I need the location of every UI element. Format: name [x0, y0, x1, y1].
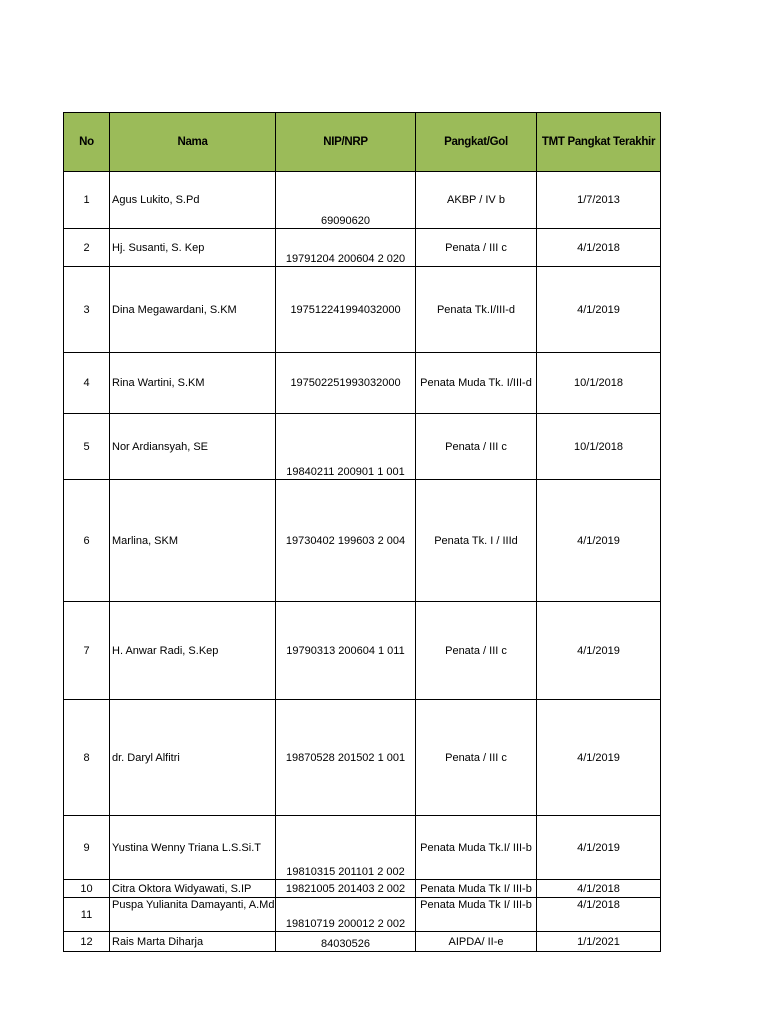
cell-pangkat: Penata Tk. I / IIId — [416, 480, 537, 602]
table-header-row — [64, 113, 661, 172]
cell-nama: Marlina, SKM — [110, 480, 276, 602]
header-nip: NIP/NRP — [276, 113, 416, 172]
cell-pangkat: Penata / III c — [416, 700, 537, 816]
cell-no: 5 — [64, 414, 110, 480]
table-row — [64, 602, 661, 700]
cell-pangkat: Penata Muda Tk I/ III-b — [416, 880, 537, 898]
cell-nama: Nor Ardiansyah, SE — [110, 414, 276, 480]
table-row — [64, 816, 661, 880]
cell-tmt: 1/1/2021 — [537, 932, 661, 952]
cell-no: 8 — [64, 700, 110, 816]
cell-nip: 197512241994032000 — [276, 267, 416, 353]
cell-pangkat: Penata Tk.I/III-d — [416, 267, 537, 353]
cell-nip: 84030526 — [276, 932, 416, 952]
cell-no: 2 — [64, 229, 110, 267]
table-row — [64, 353, 661, 414]
cell-no: 11 — [64, 898, 110, 932]
cell-nip: 19821005 201403 2 002 — [276, 880, 416, 898]
cell-nip: 19730402 199603 2 004 — [276, 480, 416, 602]
table-row — [64, 880, 661, 898]
cell-pangkat: Penata Muda Tk. I/III-d — [416, 353, 537, 414]
cell-nama: Yustina Wenny Triana L.S.Si.T — [110, 816, 276, 880]
cell-nama: dr. Daryl Alfitri — [110, 700, 276, 816]
cell-nip: 19791204 200604 2 020 — [276, 229, 416, 267]
cell-no: 3 — [64, 267, 110, 353]
cell-tmt: 4/1/2018 — [537, 229, 661, 267]
cell-nama: H. Anwar Radi, S.Kep — [110, 602, 276, 700]
cell-nama: Hj. Susanti, S. Kep — [110, 229, 276, 267]
table-row — [64, 480, 661, 602]
header-no: No — [64, 113, 110, 172]
cell-no: 12 — [64, 932, 110, 952]
cell-pangkat: AKBP / IV b — [416, 172, 537, 229]
table-row — [64, 414, 661, 480]
cell-pangkat: Penata Muda Tk I/ III-b — [416, 898, 537, 932]
staff-table — [63, 112, 661, 952]
table-row — [64, 898, 661, 932]
table-row — [64, 700, 661, 816]
table-row — [64, 932, 661, 952]
table-row — [64, 267, 661, 353]
cell-nama: Agus Lukito, S.Pd — [110, 172, 276, 229]
cell-tmt: 4/1/2019 — [537, 480, 661, 602]
cell-nip: 19810315 201101 2 002 — [276, 816, 416, 880]
cell-pangkat: Penata / III c — [416, 229, 537, 267]
cell-tmt: 4/1/2019 — [537, 816, 661, 880]
cell-no: 6 — [64, 480, 110, 602]
cell-nip: 197502251993032000 — [276, 353, 416, 414]
cell-nama: Citra Oktora Widyawati, S.IP — [110, 880, 276, 898]
cell-no: 10 — [64, 880, 110, 898]
table-row — [64, 229, 661, 267]
cell-nip: 19840211 200901 1 001 — [276, 414, 416, 480]
header-tmt: TMT Pangkat Terakhir — [537, 113, 661, 172]
cell-nip: 19870528 201502 1 001 — [276, 700, 416, 816]
cell-pangkat: Penata / III c — [416, 602, 537, 700]
cell-nip: 19790313 200604 1 011 — [276, 602, 416, 700]
cell-tmt: 4/1/2019 — [537, 267, 661, 353]
cell-pangkat: Penata / III c — [416, 414, 537, 480]
cell-tmt: 4/1/2019 — [537, 602, 661, 700]
table-row — [64, 172, 661, 229]
cell-nama: Dina Megawardani, S.KM — [110, 267, 276, 353]
cell-tmt: 10/1/2018 — [537, 414, 661, 480]
cell-no: 9 — [64, 816, 110, 880]
cell-pangkat: Penata Muda Tk.I/ III-b — [416, 816, 537, 880]
cell-pangkat: AIPDA/ II-e — [416, 932, 537, 952]
cell-nama: Rina Wartini, S.KM — [110, 353, 276, 414]
cell-tmt: 4/1/2018 — [537, 880, 661, 898]
cell-tmt: 4/1/2019 — [537, 700, 661, 816]
header-nama: Nama — [110, 113, 276, 172]
cell-tmt: 10/1/2018 — [537, 353, 661, 414]
cell-no: 4 — [64, 353, 110, 414]
cell-no: 1 — [64, 172, 110, 229]
cell-tmt: 4/1/2018 — [537, 898, 661, 932]
cell-nip: 69090620 — [276, 172, 416, 229]
header-pangkat: Pangkat/Gol — [416, 113, 537, 172]
cell-no: 7 — [64, 602, 110, 700]
cell-nip: 19810719 200012 2 002 — [276, 898, 416, 932]
cell-nama: Rais Marta Diharja — [110, 932, 276, 952]
cell-nama: Puspa Yulianita Damayanti, A.Md — [110, 898, 276, 932]
cell-tmt: 1/7/2013 — [537, 172, 661, 229]
